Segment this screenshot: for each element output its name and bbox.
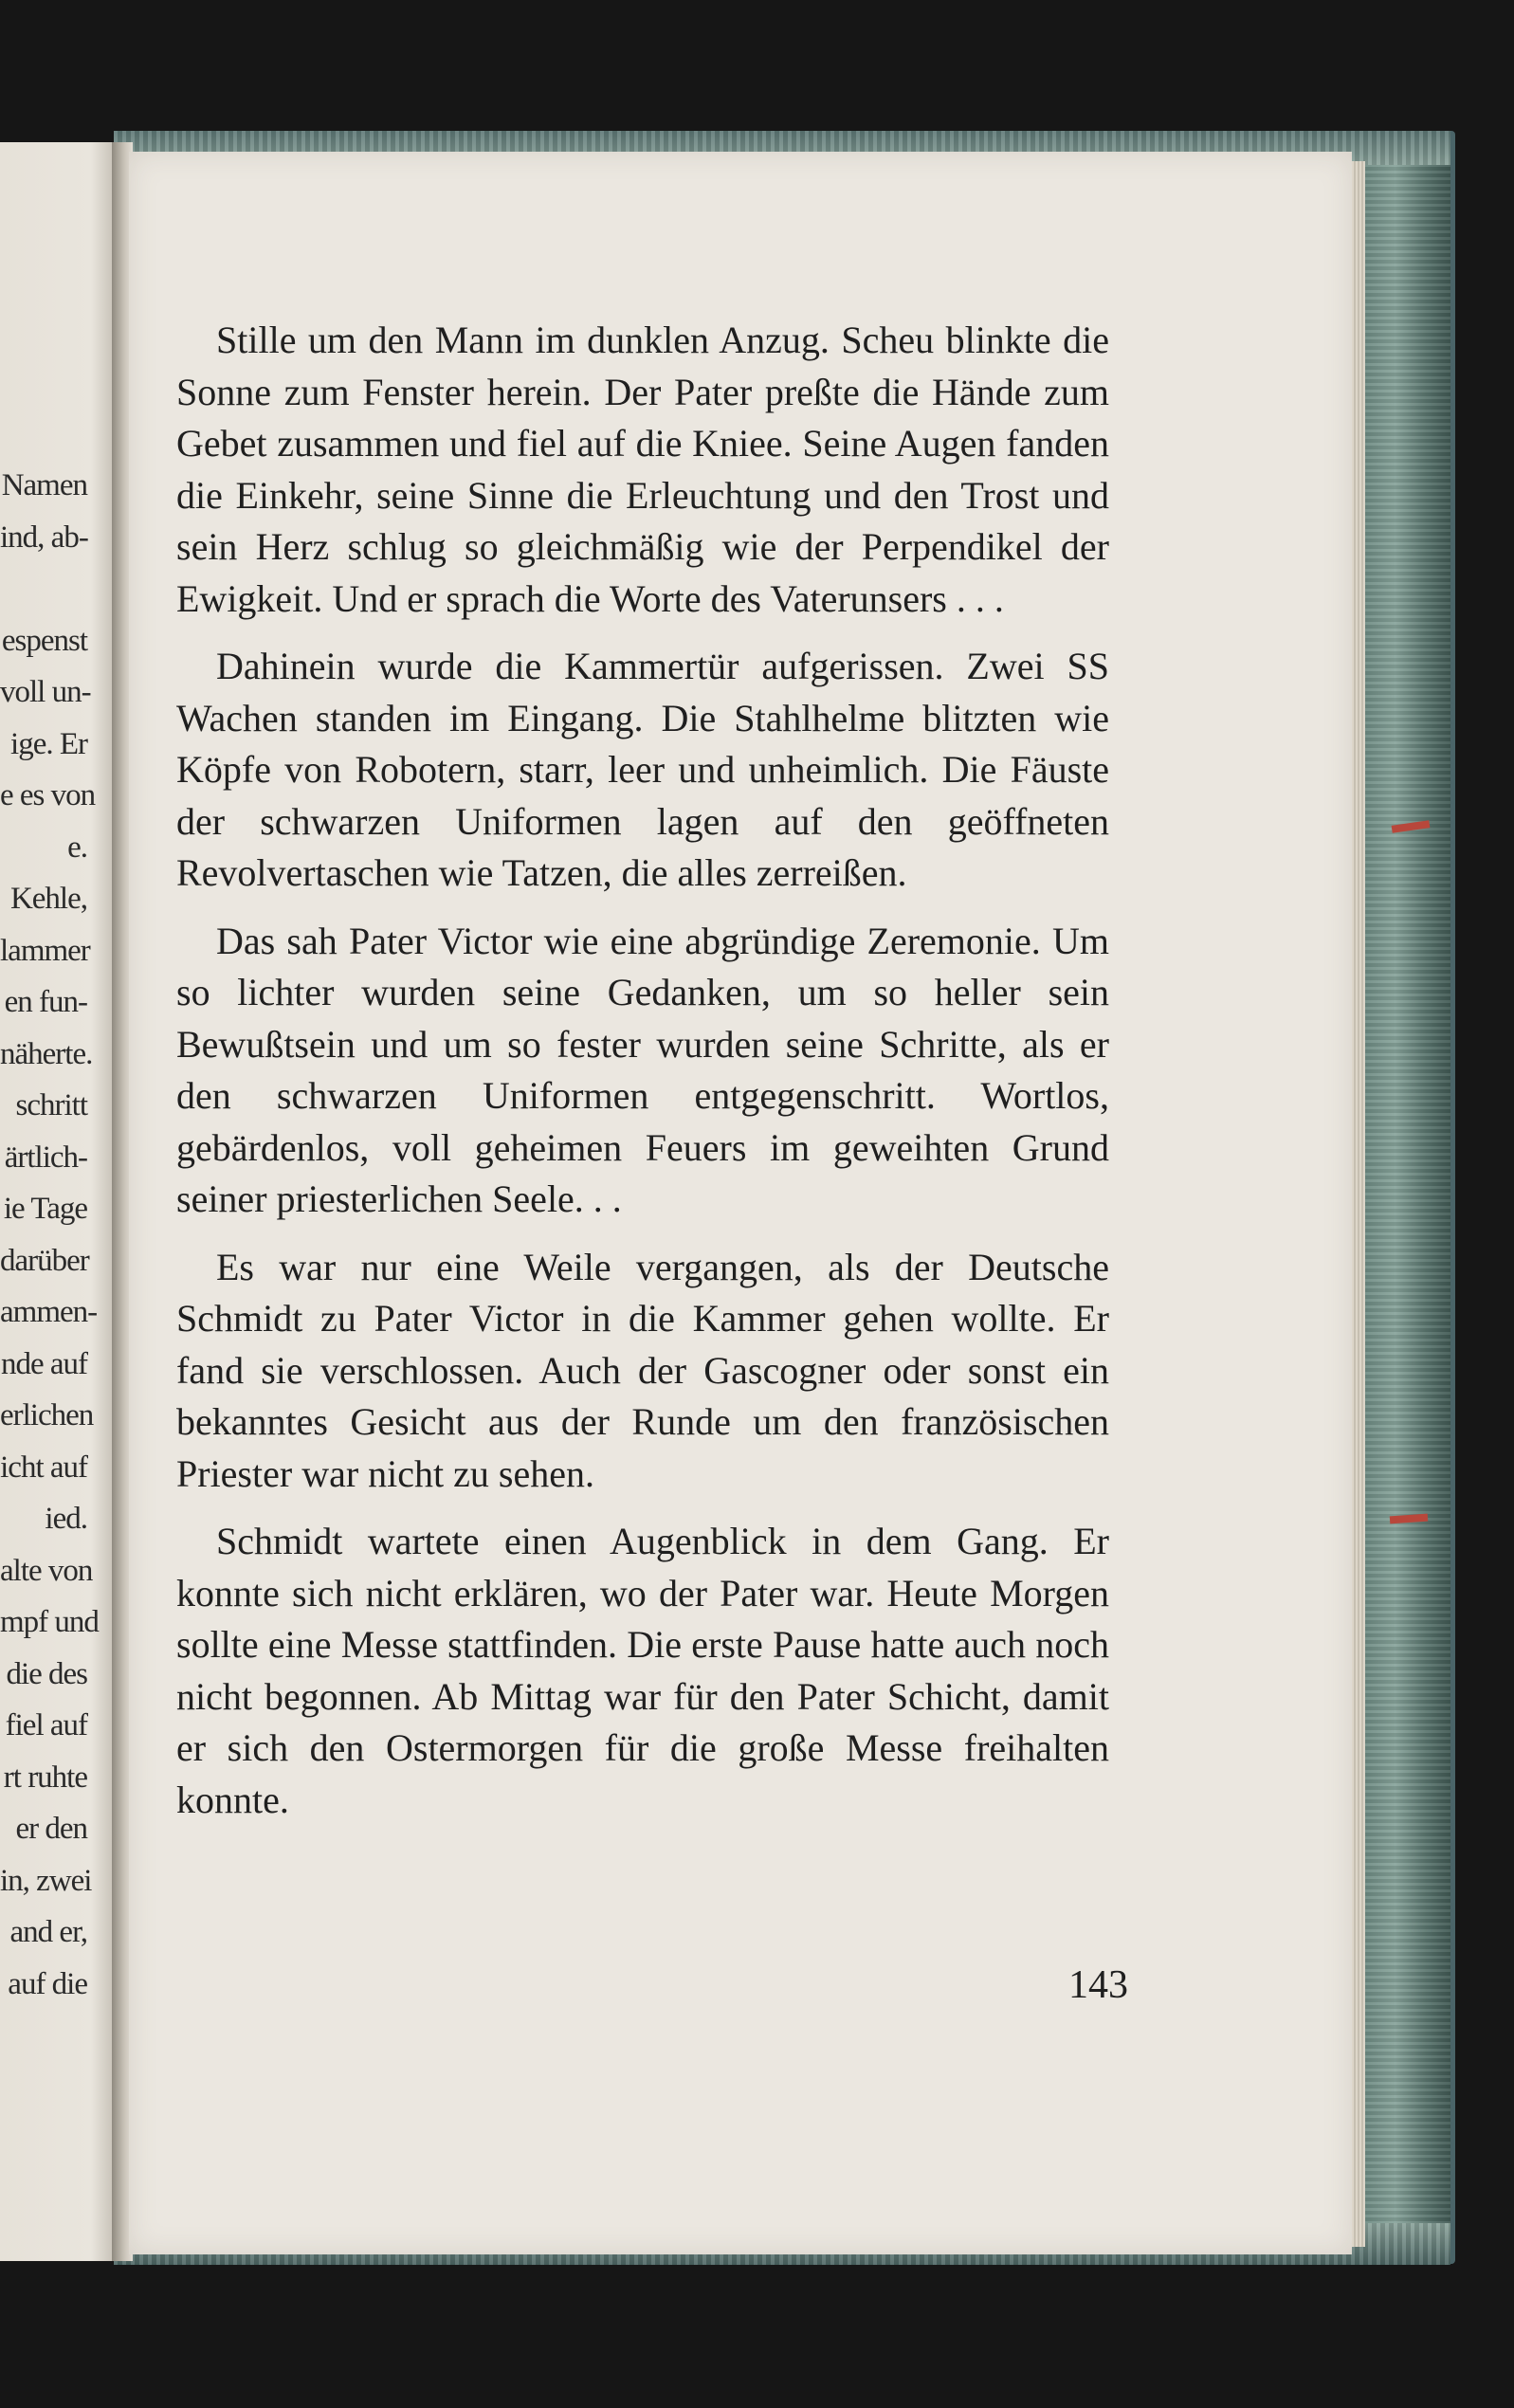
previous-page-line: er den: [15, 1812, 87, 1846]
previous-page-line: nde auf: [0, 1346, 87, 1381]
previous-page-line: ind, ab-: [0, 520, 88, 555]
paragraph: Schmidt wartete einen Augenblick in dem Gang. Er konnte sich nicht erklären, wo der Pater war. Heute Morgen sollte eine Messe stattfinden. Die erste Pause hatte auch noch nicht begonnen. Ab Mittag war für den Pater Schicht, damit er sich den Ostermorgen für die große Messe freihalten konnte.: [176, 1520, 1109, 1821]
previous-page: [0, 142, 121, 2261]
previous-page-line: ammen-: [0, 1295, 98, 1329]
previous-page-line: icht auf: [0, 1450, 87, 1485]
previous-page-line: näherte.: [0, 1036, 93, 1071]
previous-page-line: e.: [67, 830, 87, 865]
previous-page-line: en fun-: [4, 985, 87, 1019]
previous-page-line: die des: [6, 1656, 87, 1691]
paragraph: Das sah Pater Victor wie eine abgründige Zeremonie. Um so lichter wurden seine Gedanken, um so heller sein Bewußtsein und um so fester wurden seine Schritte, als er den schwarzen Uniformen entgegenschritt. Wortlos, gebärdenlos, voll geheimen Feuers im geweihten Grund seiner priesterlichen Seele. . .: [176, 919, 1109, 1220]
previous-page-line: Namen: [1, 468, 87, 502]
previous-page-text: [0, 460, 99, 2010]
previous-page-line: alte von: [0, 1553, 93, 1588]
previous-page-line: in, zwei: [0, 1863, 92, 1898]
previous-page-line: auf die: [8, 1966, 87, 2001]
previous-page-line: voll un-: [0, 675, 91, 709]
book-cover-edge: [1365, 131, 1450, 2264]
page-number: 143: [1068, 1963, 1128, 2007]
previous-page-line: lammer: [0, 933, 90, 968]
previous-page-line: schritt: [15, 1088, 87, 1122]
previous-page-line: ärtlich-: [4, 1140, 87, 1175]
previous-page-line: ied.: [45, 1502, 87, 1536]
previous-page-line: darüber: [0, 1243, 89, 1278]
previous-page-line: e es von: [0, 778, 96, 812]
previous-page-line: rt ruhte: [3, 1760, 87, 1795]
paragraph: Dahinein wurde die Kammertür aufgerissen. Zwei SS Wachen standen im Eingang. Die Stahlhelme blitzten wie Köpfe von Robotern, starr, leer und unheimlich. Die Fäuste der schwarzen Uniformen lagen auf den geöffneten Revolvertaschen wie Tatzen, die alles zerreißen.: [176, 645, 1109, 894]
previous-page-line: Kehle,: [9, 882, 87, 916]
previous-page-line: erlichen: [0, 1398, 94, 1432]
previous-page-line: ige. Er: [10, 726, 87, 761]
paragraph: Es war nur eine Weile vergangen, als der Deutsche Schmidt zu Pater Victor in die Kammer gehen wollte. Er fand sie verschlossen. Auch der Gascogner oder sonst ein bekanntes Gesicht aus der Runde um den französischen Priester war nicht zu sehen.: [176, 1245, 1109, 1495]
page-body: [176, 315, 1109, 1842]
previous-page-line: and er,: [9, 1915, 87, 1949]
previous-page-line: espenst: [1, 623, 87, 658]
previous-page-line: [0, 563, 87, 615]
previous-page-line: mpf und: [0, 1605, 99, 1639]
paragraph: Stille um den Mann im dunklen Anzug. Scheu blinkte die Sonne zum Fenster herein. Der Pater preßte die Hände zum Gebet zusammen und fiel auf die Kniee. Seine Augen fanden die Einkehr, seine Sinne die Erleuchtung und den Trost und sein Herz schlug so gleichmäßig wie der Perpendikel der Ewigkeit. Und er sprach die Worte des Vaterunsers . . .: [176, 319, 1109, 620]
previous-page-line: fiel auf: [5, 1708, 87, 1742]
previous-page-line: ie Tage: [3, 1192, 87, 1226]
